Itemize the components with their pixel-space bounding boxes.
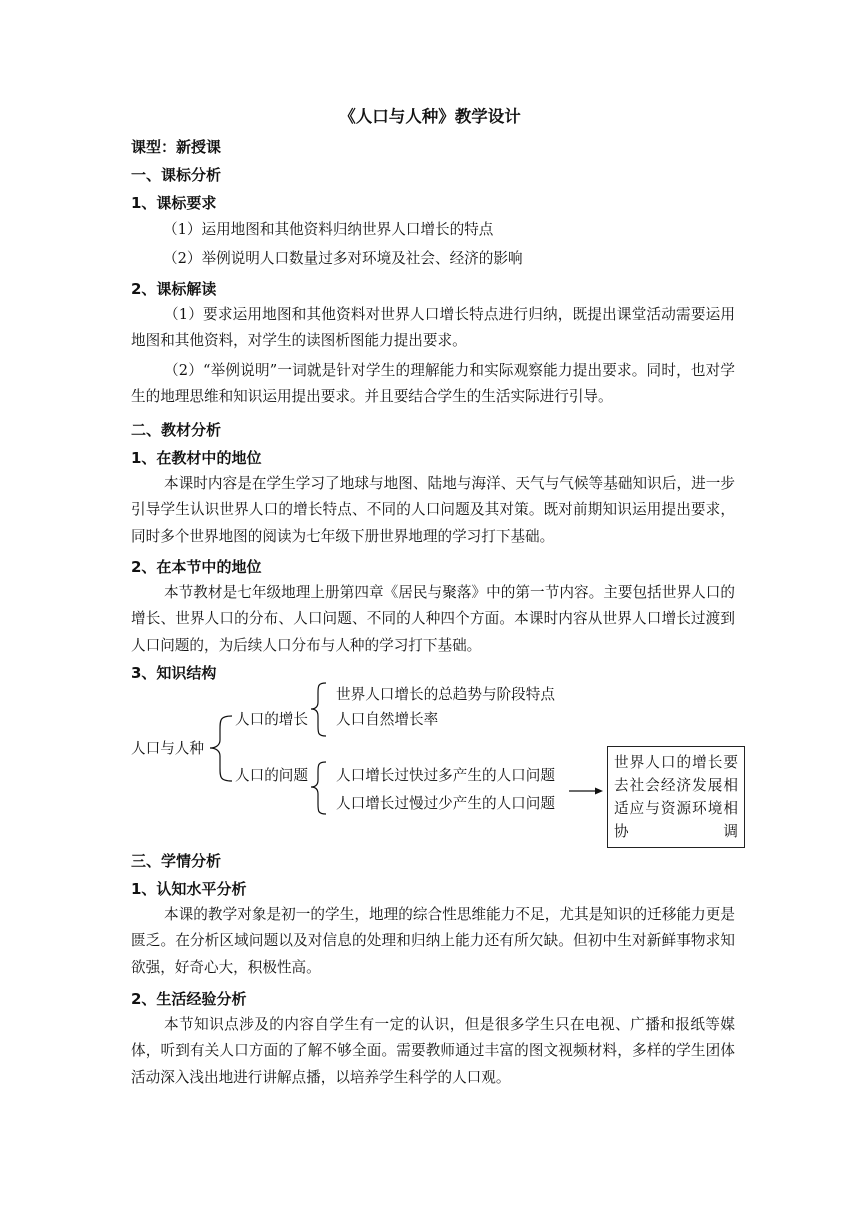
- subheading-knowledge-structure: 3、知识结构: [131, 664, 217, 682]
- subheading-cognitive-level: 1、认知水平分析: [131, 880, 247, 898]
- root-brace: [210, 716, 232, 781]
- conclusion-arrow-head: [595, 788, 603, 795]
- branch1-brace: [311, 683, 326, 736]
- interpretation-paragraph-2: （2）“举例说明”一词就是针对学生的理解能力和实际观察能力提出要求。同时，也对学生的地理思维和知识运用提出要求。并且要结合学生的生活实际进行引导。: [131, 362, 735, 406]
- section-heading-curriculum: 一、课标分析: [131, 166, 222, 184]
- structure-branch-growth: 人口的增长: [235, 711, 308, 728]
- document-title: 《人口与人种》教学设计: [339, 107, 521, 126]
- lesson-type: 课型：新授课: [131, 138, 222, 156]
- structure-leaf-natural-rate: 人口自然增长率: [336, 711, 439, 728]
- textbook-paragraph-2: 本节教材是七年级地理上册第四章《居民与聚落》中的第一节内容。主要包括世界人口的增长、世界人口的分布、人口问题、不同的人种四个方面。本课时内容从世界人口增长过渡到人口问题的，为后续人口分布与人种的学习打下基础。: [131, 584, 735, 654]
- structure-branch-problems: 人口的问题: [235, 767, 308, 784]
- subheading-position-in-section: 2、在本节中的地位: [131, 558, 262, 576]
- structure-leaf-trend: 世界人口增长的总趋势与阶段特点: [336, 686, 555, 703]
- textbook-paragraph-1: 本课时内容是在学生学习了地球与地图、陆地与海洋、天气与气候等基础知识后，进一步引导学生认识世界人口的增长特点、不同的人口问题及其对策。既对前期知识运用提出要求，同时多个世界地图的阅读为七年级下册世界地理的学习打下基础。: [131, 475, 735, 545]
- structure-leaf-too-fast: 人口增长过快过多产生的人口问题: [336, 767, 555, 784]
- branch2-brace: [311, 762, 326, 814]
- subheading-life-experience: 2、生活经验分析: [131, 990, 247, 1008]
- learners-paragraph-1: 本课的教学对象是初一的学生，地理的综合性思维能力不足，尤其是知识的迁移能力更是匮乏。在分析区域问题以及对信息的处理和归纳上能力还有所欠缺。但初中生对新鲜事物求知欲强，好奇心大，积极性高。: [131, 906, 735, 976]
- interpretation-paragraph-1: （1）要求运用地图和其他资料对世界人口增长特点进行归纳，既提出课堂活动需要运用地图和其他资料，对学生的读图析图能力提出要求。: [131, 306, 735, 350]
- subheading-interpretation: 2、课标解读: [131, 280, 217, 298]
- requirement-2: （2）举例说明人口数量过多对环境及社会、经济的影响: [163, 250, 523, 267]
- learners-paragraph-2: 本节知识点涉及的内容自学生有一定的认识，但是很多学生只在电视、广播和报纸等媒体，听到有关人口方面的了解不够全面。需要教师通过丰富的图文视频材料，多样的学生团体活动深入浅出地进行讲解点播，以培养学生科学的人口观。: [131, 1016, 735, 1086]
- requirement-1: （1）运用地图和其他资料归纳世界人口增长的特点: [163, 221, 494, 238]
- structure-leaf-too-slow: 人口增长过慢过少产生的人口问题: [336, 795, 555, 812]
- structure-root: 人口与人种: [131, 740, 204, 757]
- subheading-position-in-textbook: 1、在教材中的地位: [131, 449, 262, 467]
- structure-conclusion-box: 世界人口的增长要去社会经济发展相适应与资源环境相协调: [607, 746, 745, 848]
- section-heading-textbook: 二、教材分析: [131, 421, 222, 439]
- section-heading-learners: 三、学情分析: [131, 852, 222, 870]
- subheading-requirements: 1、课标要求: [131, 194, 217, 212]
